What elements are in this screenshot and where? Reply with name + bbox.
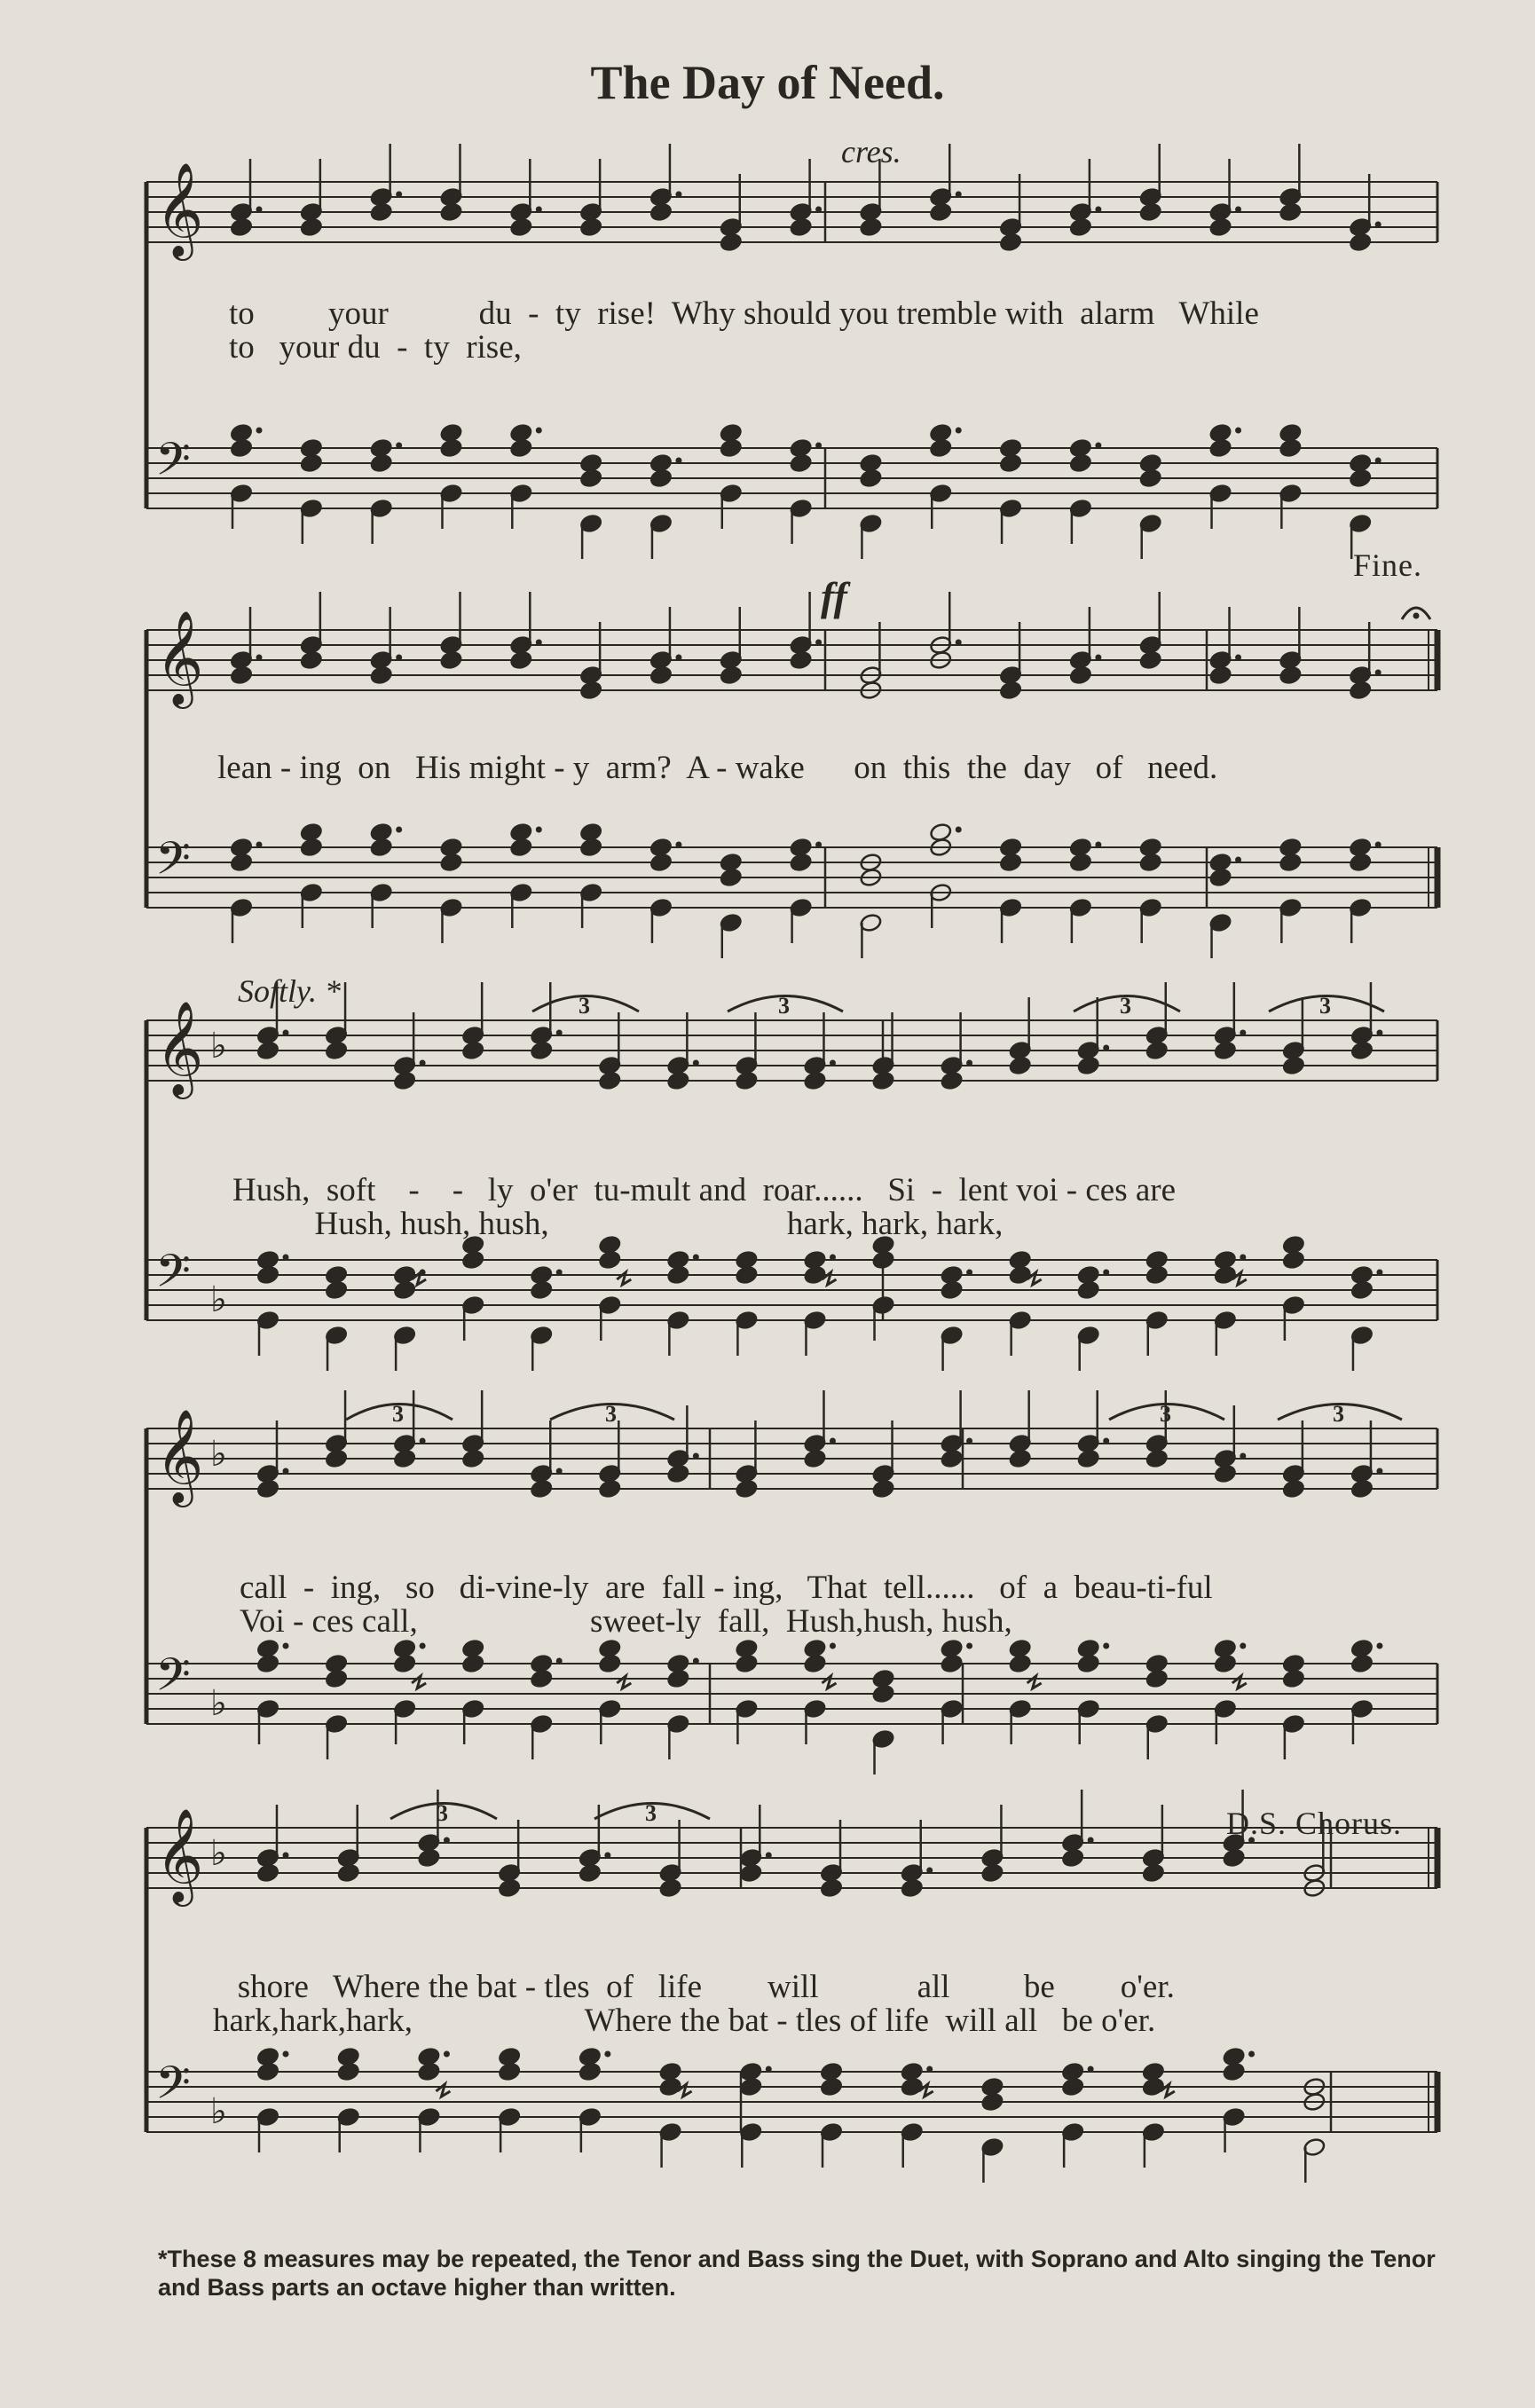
note-head-icon: [720, 232, 743, 253]
lyrics-verse-line: Hush, soft - - ly o'er tu-mult and roar...... Si - lent voi - ces are: [232, 1172, 1177, 1208]
fine-marking: Fine.: [1353, 547, 1423, 583]
note-head-icon: [230, 217, 253, 238]
augmentation-dot: [815, 640, 822, 646]
note-head-icon: [337, 1863, 360, 1884]
augmentation-dot: [1375, 670, 1382, 676]
note-head-icon: [1145, 1041, 1169, 1061]
note-head-icon: [999, 453, 1022, 474]
ds-chorus-marking: D.S. Chorus.: [1226, 1806, 1403, 1841]
flat-key-signature-icon: ♭: [210, 1683, 227, 1724]
augmentation-dot: [1376, 1030, 1382, 1036]
note-head-icon: [1145, 1449, 1169, 1469]
note-head-icon: [509, 650, 532, 671]
footnote: *These 8 measures may be repeated, the Tenor and Bass sing the Duet, with Soprano and Alto singing the Tenor and Bass parts an octave higher than written.: [158, 2246, 1436, 2301]
augmentation-dot: [1095, 655, 1101, 661]
note-head-icon: [1349, 681, 1372, 701]
bass-clef-icon: 𝄢: [155, 831, 191, 896]
note-head-icon: [803, 1071, 826, 1091]
augmentation-dot: [693, 1453, 699, 1460]
lyrics-verse-line: to your du - ty rise! Why should you tremble with alarm While: [229, 295, 1259, 332]
note-head-icon: [1208, 217, 1232, 238]
note-head-icon: [735, 1479, 758, 1499]
augmentation-dot: [830, 1438, 836, 1444]
augmentation-dot: [604, 1853, 610, 1859]
lyrics-verse-line: shore Where the bat - tles of life will all be o'er.: [213, 1969, 1175, 2005]
augmentation-dot: [556, 1468, 563, 1475]
augmentation-dot: [956, 640, 962, 646]
treble-clef-icon: 𝄞: [155, 1807, 204, 1902]
note-head-icon: [871, 1071, 894, 1091]
note-head-icon: [300, 217, 323, 238]
note-head-icon: [1142, 1863, 1165, 1884]
note-head-icon: [256, 1863, 279, 1884]
note-head-icon: [439, 650, 462, 671]
note-head-icon: [1139, 650, 1162, 671]
augmentation-dot: [396, 192, 402, 198]
treble-clef-icon: 𝄞: [155, 1000, 204, 1095]
lyrics-alto-line: Voi - ces call, sweet-ly fall, Hush,hush, hush,: [240, 1603, 1012, 1640]
note-head-icon: [1350, 1041, 1374, 1061]
lyrics-system-1: [0, 295, 1535, 447]
triplet-number: 3: [1319, 993, 1331, 1019]
treble-clef-icon: 𝄞: [155, 161, 204, 256]
note-head-icon: [1009, 1056, 1032, 1076]
augmentation-dot: [693, 1060, 699, 1066]
note-head-icon: [666, 1071, 689, 1091]
flat-key-signature-icon: ♭: [210, 2091, 227, 2132]
note-head-icon: [999, 232, 1022, 253]
augmentation-dot: [283, 1853, 289, 1859]
augmentation-dot: [420, 1438, 426, 1444]
lyrics-system-4: [0, 1569, 1535, 1721]
note-head-icon: [1279, 202, 1302, 223]
augmentation-dot: [675, 655, 681, 661]
note-head-icon: [256, 1479, 279, 1499]
note-head-icon: [649, 202, 673, 223]
triplet-number: 3: [437, 1800, 448, 1826]
note-head-icon: [1214, 1041, 1237, 1061]
note-head-icon: [1077, 1449, 1100, 1469]
note-head-icon: [393, 1071, 416, 1091]
note-head-icon: [1279, 665, 1302, 686]
note-head-icon: [417, 1848, 440, 1869]
note-head-icon: [1139, 468, 1162, 489]
note-head-icon: [393, 1449, 416, 1469]
bass-clef-icon: 𝄢: [155, 432, 191, 497]
augmentation-dot: [556, 1030, 563, 1036]
note-head-icon: [498, 1878, 521, 1899]
augmentation-dot: [1088, 1837, 1094, 1844]
augmentation-dot: [956, 192, 962, 198]
note-head-icon: [325, 1041, 348, 1061]
lyrics-alto-line: hark,hark,hark, Where the bat - tles of life will all be o'er.: [213, 2003, 1156, 2039]
note-head-icon: [439, 202, 462, 223]
augmentation-dot: [1375, 458, 1382, 464]
augmentation-dot: [1240, 1030, 1246, 1036]
lyrics-verse-line: call - ing, so di-vine-ly are fall - ing, That tell...... of a beau-ti-ful: [240, 1570, 1213, 1606]
lyrics-system-3: [0, 1171, 1535, 1324]
note-head-icon: [530, 1041, 553, 1061]
note-head-icon: [1214, 1464, 1237, 1484]
lyrics-alto-line: to your du - ty rise,: [229, 329, 522, 366]
note-head-icon: [658, 1878, 681, 1899]
softly-marking: Softly. *: [238, 973, 341, 1009]
augmentation-dot: [966, 1060, 972, 1066]
triplet-number: 3: [1160, 1401, 1171, 1427]
augmentation-dot: [1235, 207, 1241, 213]
note-head-icon: [1139, 202, 1162, 223]
note-head-icon: [1282, 1479, 1305, 1499]
note-head-icon: [1009, 1449, 1032, 1469]
augmentation-dot: [420, 1060, 426, 1066]
lyrics-system-5: [0, 1968, 1535, 2121]
note-head-icon: [579, 468, 602, 489]
lyrics-alto-line: Hush, hush, hush, hark, hark, hark,: [232, 1206, 1004, 1242]
flat-key-signature-icon: ♭: [210, 1279, 227, 1320]
bass-clef-icon: 𝄢: [155, 1648, 191, 1712]
triplet-number: 3: [579, 993, 590, 1019]
note-head-icon: [790, 650, 813, 671]
note-head-icon: [666, 1464, 689, 1484]
crescendo-marking: cres.: [841, 134, 901, 169]
triplet-number: 3: [645, 1800, 657, 1826]
augmentation-dot: [1095, 207, 1101, 213]
augmentation-dot: [536, 640, 542, 646]
augmentation-dot: [815, 207, 822, 213]
augmentation-dot: [675, 192, 681, 198]
note-head-icon: [1077, 1056, 1100, 1076]
bass-clef-icon: 𝄢: [155, 2056, 191, 2121]
note-head-icon: [1349, 232, 1372, 253]
augmentation-dot: [396, 655, 402, 661]
note-head-icon: [649, 468, 673, 489]
note-head-icon: [739, 1863, 762, 1884]
note-head-icon: [941, 1449, 964, 1469]
note-head-icon: [803, 1449, 826, 1469]
augmentation-dot: [1375, 222, 1382, 228]
augmentation-dot: [536, 207, 542, 213]
note-head-icon: [859, 468, 882, 489]
augmentation-dot: [444, 1837, 450, 1844]
note-head-icon: [1061, 1848, 1084, 1869]
lyrics-verse-line: lean - ing on His might - y arm? A - wake on this the day of need.: [217, 750, 1218, 786]
note-head-icon: [1208, 665, 1232, 686]
note-head-icon: [1069, 453, 1092, 474]
note-head-icon: [790, 217, 813, 238]
note-head-icon: [598, 1479, 621, 1499]
note-head-icon: [1282, 1056, 1305, 1076]
note-head-icon: [509, 217, 532, 238]
note-head-icon: [649, 665, 673, 686]
note-head-icon: [941, 1071, 964, 1091]
note-head-icon: [980, 1863, 1004, 1884]
note-head-icon: [530, 1479, 553, 1499]
bass-clef-icon: 𝄢: [155, 1244, 191, 1309]
augmentation-dot: [766, 1853, 772, 1859]
augmentation-dot: [675, 458, 681, 464]
note-head-icon: [999, 681, 1022, 701]
augmentation-dot: [966, 1438, 972, 1444]
augmentation-dot: [283, 1468, 289, 1475]
augmentation-dot: [1240, 1453, 1246, 1460]
note-head-icon: [256, 1041, 279, 1061]
augmentation-dot: [1103, 1438, 1109, 1444]
note-head-icon: [901, 1878, 924, 1899]
note-head-icon: [579, 681, 602, 701]
song-title: The Day of Need.: [590, 56, 945, 109]
augmentation-dot: [256, 207, 263, 213]
lyrics-system-2: [0, 749, 1535, 901]
note-head-icon: [720, 665, 743, 686]
note-head-icon: [461, 1041, 484, 1061]
note-head-icon: [370, 453, 393, 474]
note-head-icon: [790, 453, 813, 474]
augmentation-dot: [1235, 655, 1241, 661]
note-head-icon: [871, 1479, 894, 1499]
note-head-icon: [1222, 1848, 1245, 1869]
note-head-icon: [859, 217, 882, 238]
note-head-icon: [230, 665, 253, 686]
treble-clef-icon: 𝄞: [155, 1408, 204, 1503]
note-head-icon: [300, 650, 323, 671]
augmentation-dot: [926, 1868, 933, 1874]
note-head-icon: [598, 1071, 621, 1091]
note-head-icon: [1349, 468, 1372, 489]
fortissimo-marking: ff: [821, 574, 847, 619]
note-head-icon: [929, 202, 952, 223]
note-head-icon: [820, 1878, 843, 1899]
triplet-number: 3: [392, 1401, 404, 1427]
note-head-icon: [579, 217, 602, 238]
flat-key-signature-icon: ♭: [210, 1833, 227, 1874]
note-head-icon: [370, 665, 393, 686]
augmentation-dot: [830, 1060, 836, 1066]
augmentation-dot: [256, 655, 263, 661]
flat-key-signature-icon: ♭: [210, 1026, 227, 1066]
note-head-icon: [370, 202, 393, 223]
treble-clef-icon: 𝄞: [155, 610, 204, 704]
fermata-dot: [1413, 613, 1420, 619]
augmentation-dot: [283, 1030, 289, 1036]
note-head-icon: [325, 1449, 348, 1469]
note-head-icon: [461, 1449, 484, 1469]
note-head-icon: [1069, 665, 1092, 686]
triplet-number: 3: [1333, 1401, 1344, 1427]
note-head-icon: [1069, 217, 1092, 238]
flat-key-signature-icon: ♭: [210, 1434, 227, 1475]
note-head-icon: [300, 453, 323, 474]
augmentation-dot: [1103, 1045, 1109, 1051]
note-head-icon: [735, 1071, 758, 1091]
note-head-icon: [1350, 1479, 1374, 1499]
triplet-number: 3: [605, 1401, 617, 1427]
note-head-icon: [579, 1863, 602, 1884]
augmentation-dot: [1376, 1468, 1382, 1475]
triplet-number: 3: [1120, 993, 1131, 1019]
triplet-number: 3: [778, 993, 790, 1019]
